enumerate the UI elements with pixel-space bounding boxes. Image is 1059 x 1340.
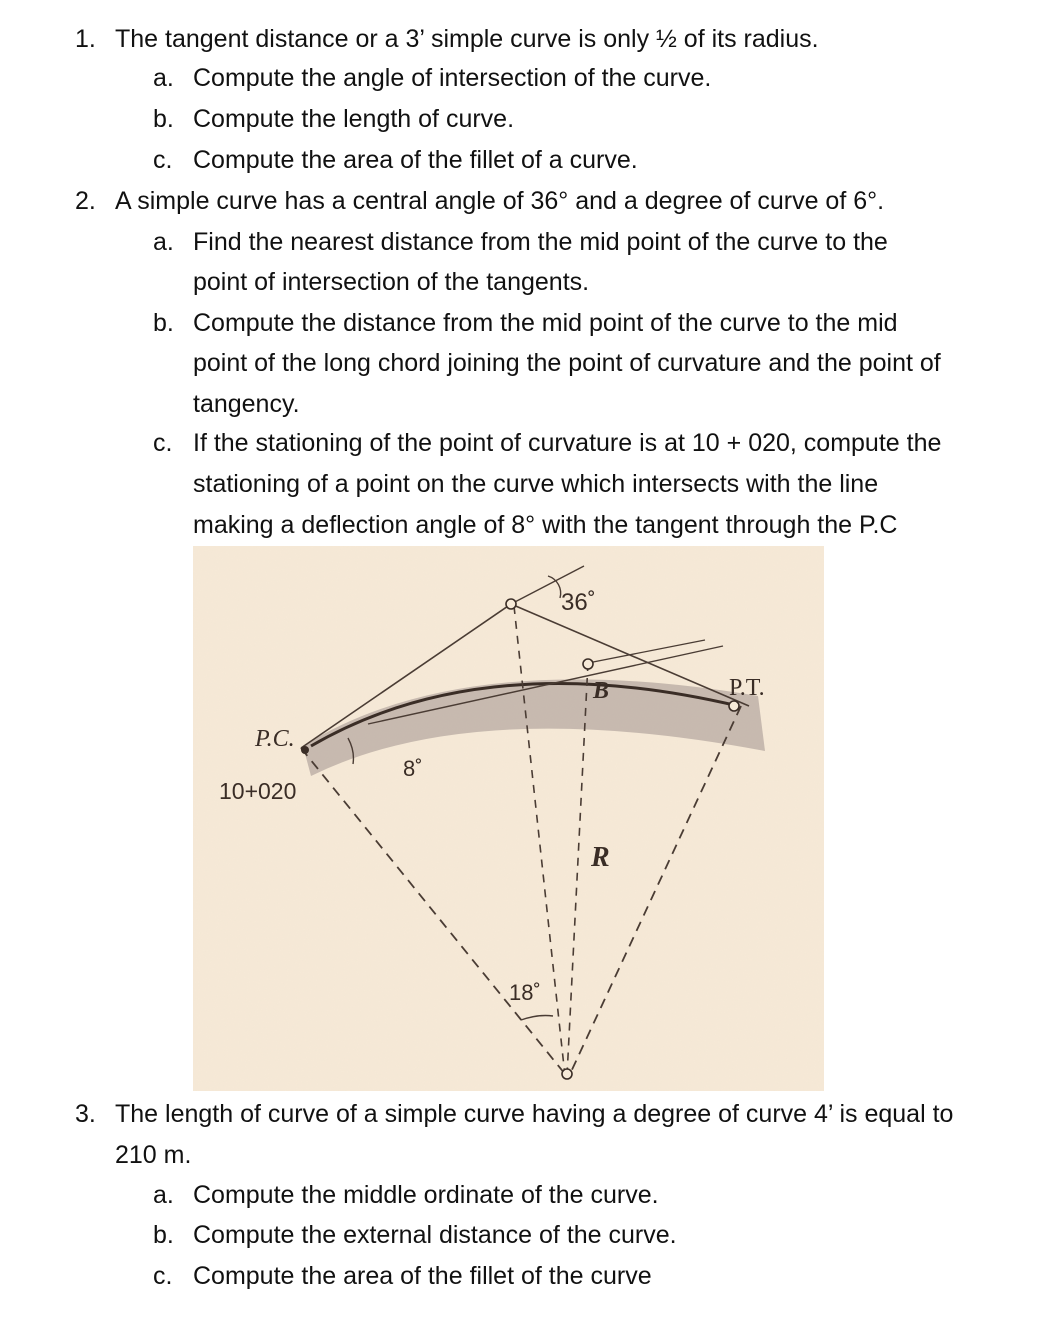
part-text: Compute the area of the fillet of the curve — [193, 1262, 652, 1290]
part-text: Compute the area of the fillet of a curve. — [193, 146, 638, 174]
paper-texture — [193, 546, 824, 1091]
deflection-label: 8˚ — [403, 756, 423, 781]
center-point — [562, 1069, 572, 1079]
pt-point — [729, 701, 739, 711]
curve-diagram — [193, 546, 824, 1091]
part-text-line: making a deflection angle of 8° with the tangent through the P.C — [193, 511, 898, 539]
part-text: Compute the angle of intersection of the curve. — [193, 64, 712, 92]
part-text: Compute the middle ordinate of the curve. — [193, 1181, 659, 1209]
radius-label: R — [591, 842, 610, 873]
part-label: b. — [153, 1221, 174, 1249]
question-text: The tangent distance or a 3’ simple curve is only ½ of its radius. — [115, 25, 819, 53]
part-text: Compute the length of curve. — [193, 105, 515, 133]
part-label: b. — [153, 105, 174, 133]
part-text-line: stationing of a point on the curve which intersects with the line — [193, 470, 879, 498]
pt-label: P.T. — [729, 675, 765, 701]
part-label: a. — [153, 1181, 174, 1209]
part-text-line: tangency. — [193, 390, 300, 418]
central-angle-label: 36˚ — [561, 589, 596, 616]
part-text-line: point of the long chord joining the point of curvature and the point of — [193, 349, 941, 377]
question-text-line: 210 m. — [115, 1141, 192, 1169]
part-text-line: If the stationing of the point of curvature is at 10 + 020, compute the — [193, 429, 942, 457]
question-text: A simple curve has a central angle of 36° and a degree of curve of 6°. — [115, 187, 885, 215]
station-label: 10+020 — [219, 778, 297, 804]
question-number: 3. — [75, 1100, 96, 1128]
part-text-line: Find the nearest distance from the mid point of the curve to the — [193, 228, 888, 256]
point-b — [583, 659, 593, 669]
curve-figure — [193, 546, 824, 1091]
part-label: a. — [153, 228, 174, 256]
half-angle-label: 18˚ — [509, 980, 541, 1005]
pc-label: P.C. — [255, 726, 295, 752]
part-label: a. — [153, 64, 174, 92]
part-label: c. — [153, 146, 173, 174]
question-number: 1. — [75, 25, 96, 53]
part-text-line: point of intersection of the tangents. — [193, 268, 590, 296]
pi-point — [506, 599, 516, 609]
part-text-line: Compute the distance from the mid point of the curve to the mid — [193, 309, 898, 337]
part-text: Compute the external distance of the curve. — [193, 1221, 677, 1249]
point-b-label: B — [593, 678, 610, 704]
question-number: 2. — [75, 187, 96, 215]
pc-point — [301, 746, 309, 754]
part-label: b. — [153, 309, 174, 337]
part-label: c. — [153, 429, 173, 457]
part-label: c. — [153, 1262, 173, 1290]
question-text-line: The length of curve of a simple curve having a degree of curve 4’ is equal to — [115, 1100, 954, 1128]
